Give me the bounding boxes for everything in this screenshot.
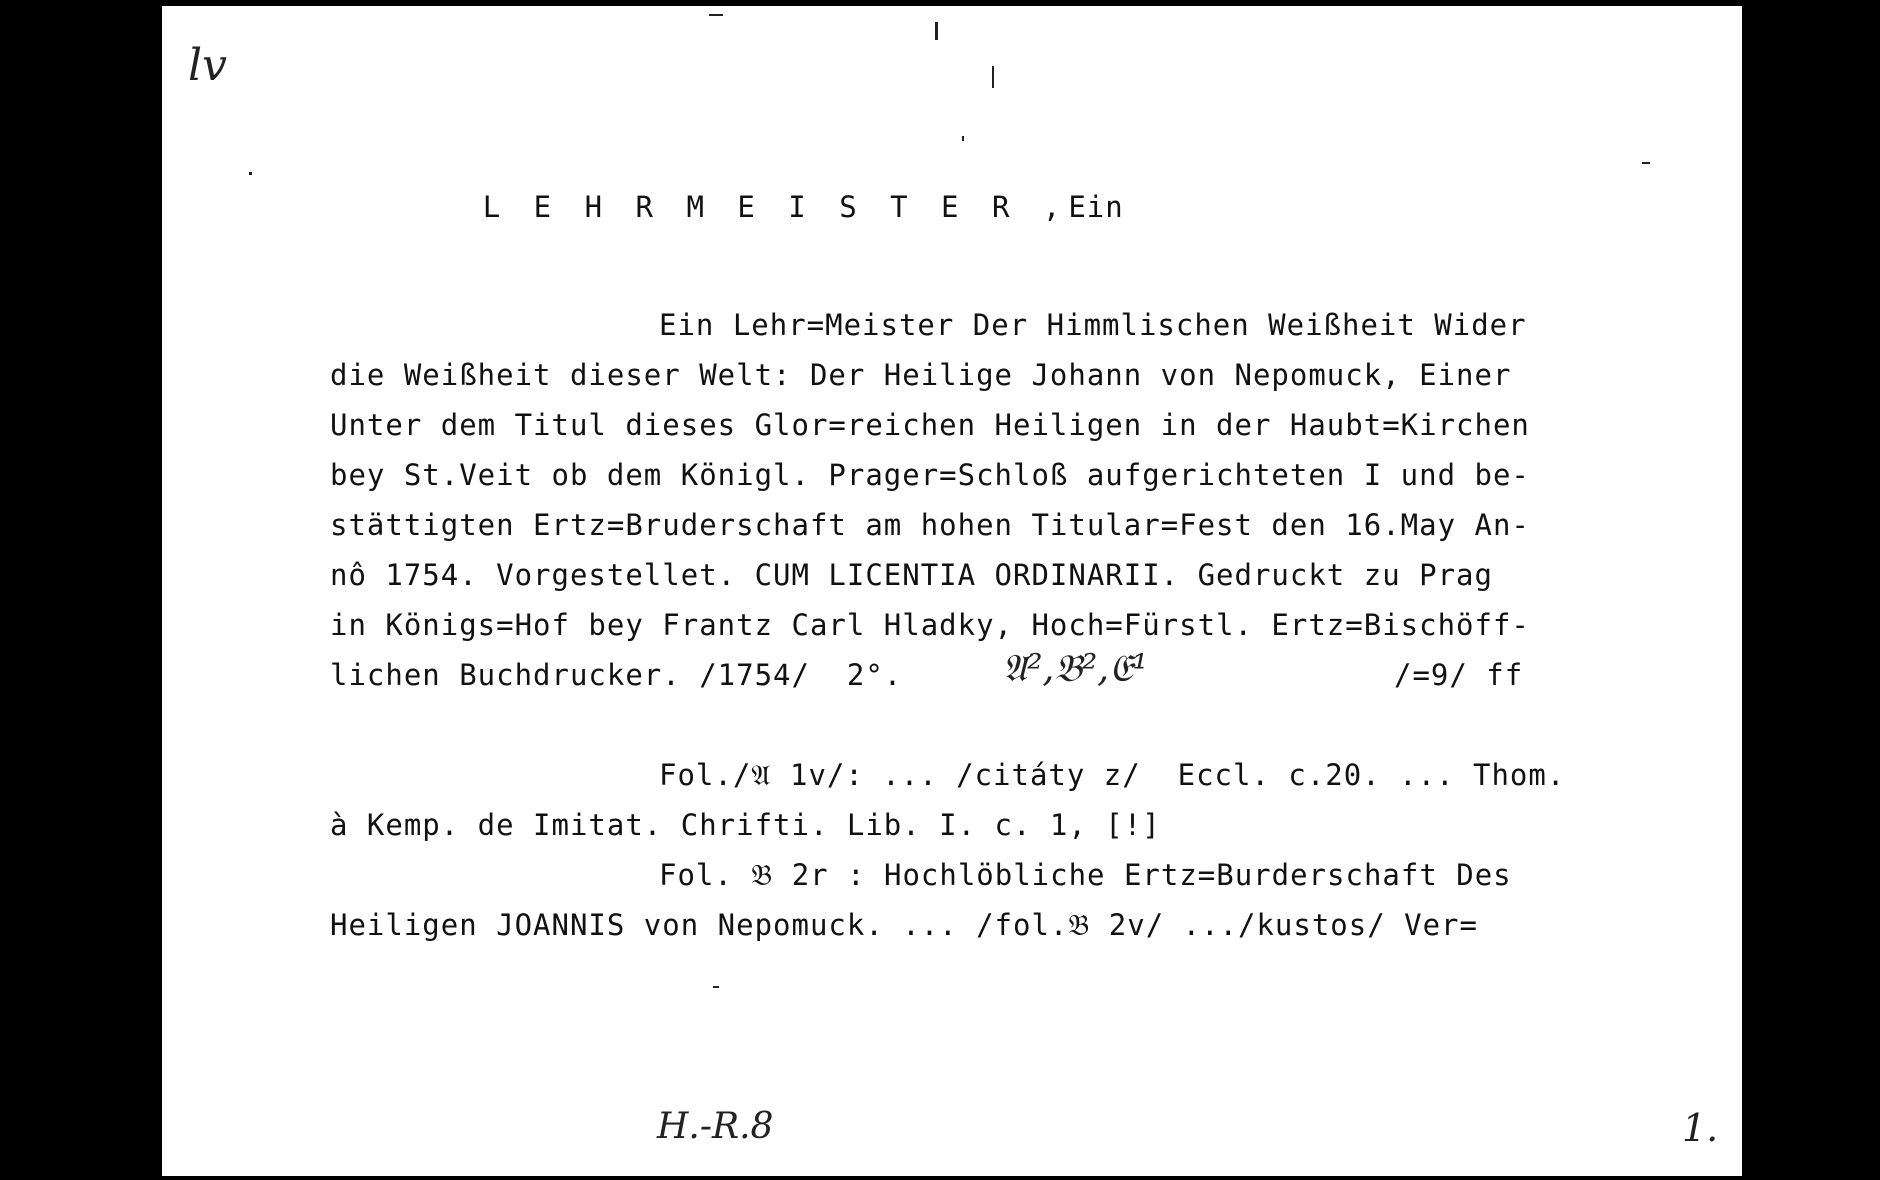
note-line: à Kemp. de Imitat. Chrifti. Lib. I. c. 1, [!] — [330, 808, 1161, 842]
entry-line: Unter dem Titul dieses Glor=reichen Heiligen in der Haubt=Kirchen — [330, 408, 1530, 442]
card-number-handwritten: 1. — [1682, 1106, 1719, 1150]
card-heading — [330, 156, 1124, 258]
entry-line: Ein Lehr=Meister Der Himmlischen Weißheit Wider — [659, 308, 1527, 342]
corner-handwritten-mark: lv — [188, 40, 227, 91]
scan-speck — [1642, 162, 1650, 164]
scan-speck — [249, 172, 252, 175]
collation-handwritten: 𝔄²,𝔅²,𝔈¹ — [1002, 646, 1148, 690]
entry-line: lichen Buchdrucker. /1754/ 2°. — [330, 658, 903, 692]
entry-line: bey St.Veit ob dem Königl. Prager=Schloß aufgerichteten I und be- — [330, 458, 1530, 492]
scan-speck — [992, 66, 994, 88]
entry-line: nô 1754. Vorgestellet. CUM LICENTIA ORDINARII. Gedruckt zu Prag — [330, 558, 1493, 592]
note-line: Fol. 𝔅 2r : Hochlöbliche Ertz=Burderschaft Des — [659, 858, 1512, 892]
entry-line: stättigten Ertz=Bruderschaft am hohen Titular=Fest den 16.May An- — [330, 508, 1530, 542]
entry-line: in Königs=Hof bey Frantz Carl Hladky, Hoch=Fürstl. Ertz=Bischöff- — [330, 608, 1530, 642]
heading-spaced-title: L E H R M E I S T E R , — [482, 190, 1069, 224]
scan-speck — [935, 22, 938, 40]
note-line: Heiligen JOANNIS von Nepomuck. ... /fol.𝔅 2v/ .../kustos/ Ver= — [330, 908, 1478, 942]
shelf-mark-handwritten: H.-R.8 — [657, 1106, 774, 1147]
leaf-count: /=9/ ff — [1394, 658, 1524, 692]
scan-speck — [709, 14, 723, 16]
scan-speck — [713, 986, 719, 988]
note-line: Fol./𝔄 1v/: ... /citáty z/ Eccl. c.20. ... Thom. — [659, 758, 1566, 792]
heading-suffix: Ein — [1068, 190, 1124, 224]
scan-speck — [962, 136, 964, 141]
catalog-card — [162, 6, 1742, 1176]
entry-line: die Weißheit dieser Welt: Der Heilige Johann von Nepomuck, Einer — [330, 358, 1512, 392]
